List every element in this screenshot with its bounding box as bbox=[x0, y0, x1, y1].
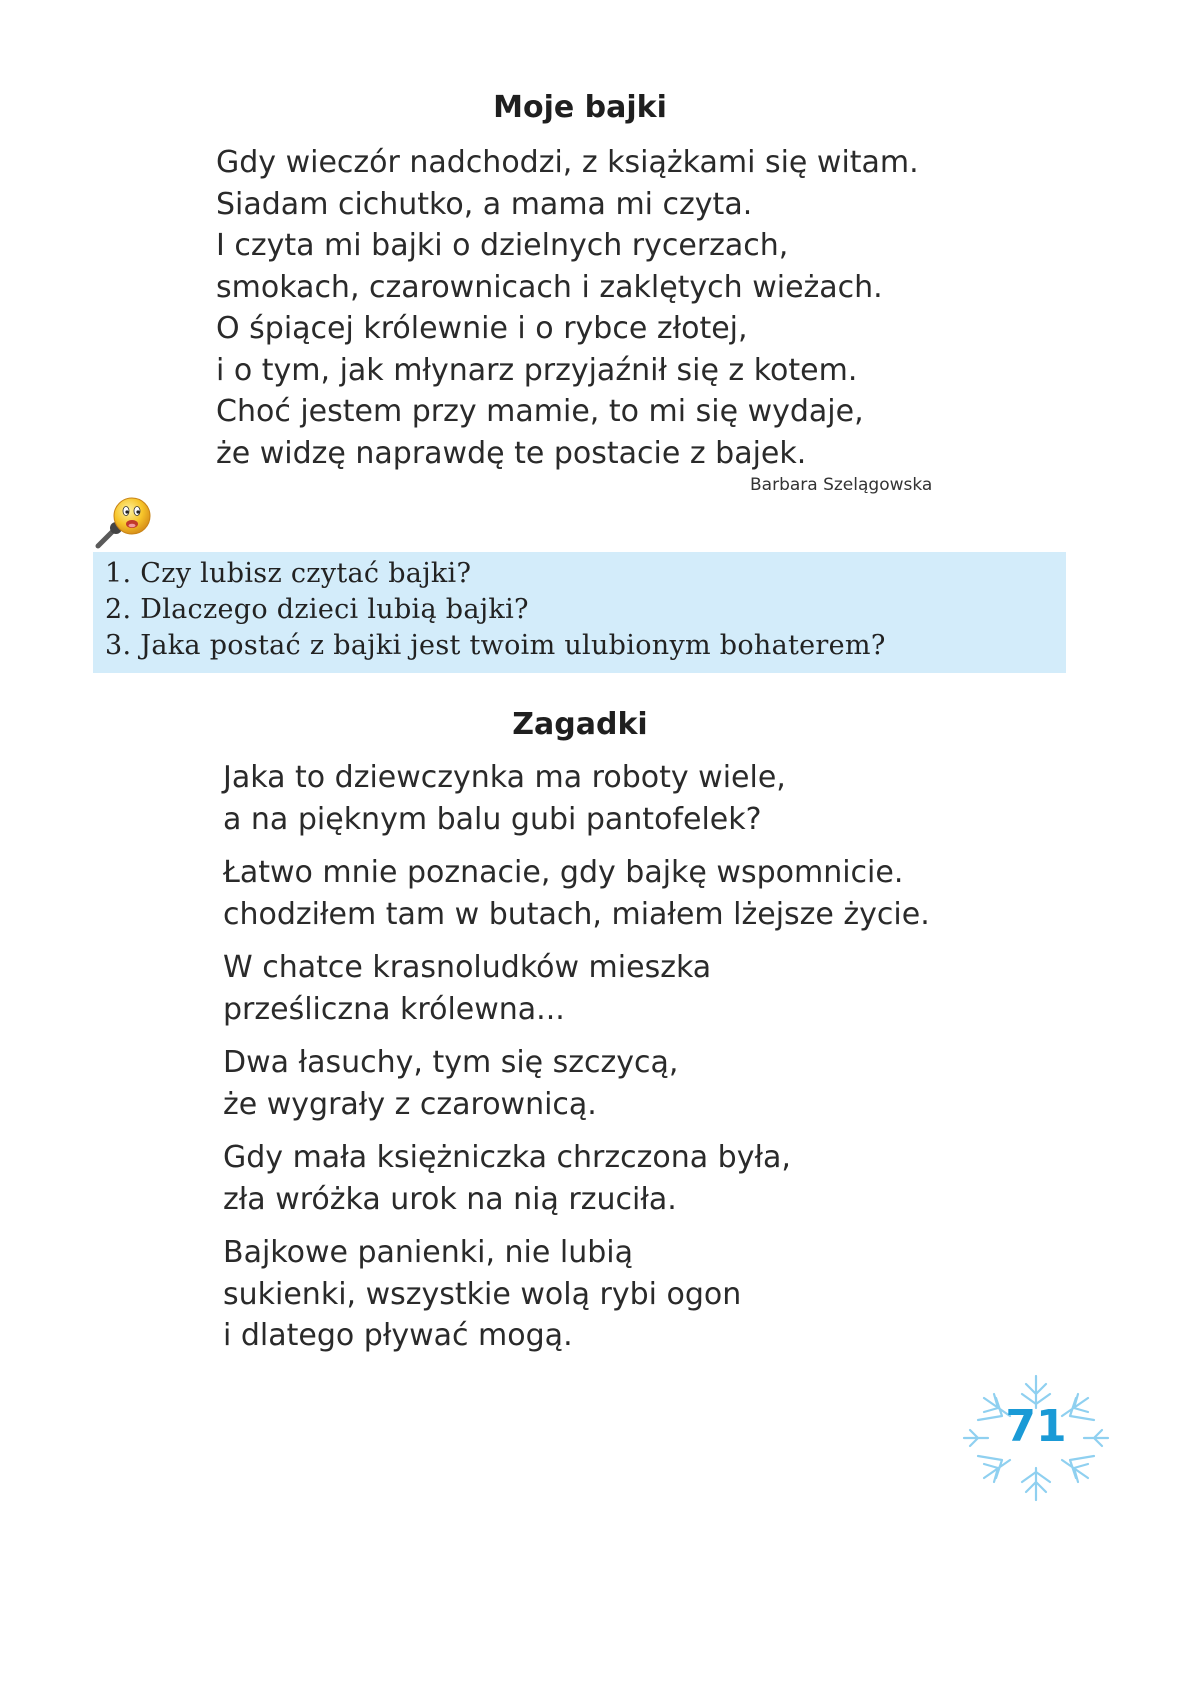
question-item: 3. Jaka postać z bajki jest twoim ulubionym bohaterem? bbox=[105, 630, 886, 661]
poem-line: O śpiącej królewnie i o rybce złotej, bbox=[216, 311, 748, 346]
riddle bbox=[223, 1232, 930, 1357]
riddle bbox=[223, 1042, 930, 1125]
riddle-line: sukienki, wszystkie wolą rybi ogon bbox=[223, 1276, 742, 1312]
question-item: 2. Dlaczego dzieci lubią bajki? bbox=[105, 594, 529, 625]
riddle bbox=[223, 757, 930, 840]
poem-line: że widzę naprawdę te postacie z bajek. bbox=[216, 435, 807, 471]
riddle bbox=[223, 947, 930, 1030]
poem-line: i o tym, jak młynarz przyjaźnił się z kotem. bbox=[216, 352, 858, 388]
poem-title: Moje bajki bbox=[493, 90, 667, 125]
riddle-line: Gdy mała księżniczka chrzczona była, bbox=[223, 1140, 791, 1175]
questions-box bbox=[93, 552, 1066, 673]
poem-line: Siadam cichutko, a mama mi czyta. bbox=[216, 186, 753, 222]
riddle-line: chodziłem tam w butach, miałem lżejsze życie. bbox=[223, 896, 930, 932]
riddle bbox=[223, 1137, 930, 1220]
poem-line: Gdy wieczór nadchodzi, z książkami się witam. bbox=[216, 145, 919, 180]
riddle-line: zła wróżka urok na nią rzuciła. bbox=[223, 1181, 677, 1217]
riddle-line: Jaka to dziewczynka ma roboty wiele, bbox=[223, 760, 786, 795]
riddle bbox=[223, 852, 930, 935]
riddle-line: Łatwo mnie poznacie, gdy bajkę wspomnicie. bbox=[223, 855, 904, 890]
riddles-list bbox=[223, 757, 930, 1369]
poem-line: I czyta mi bajki o dzielnych rycerzach, bbox=[216, 228, 789, 263]
riddle-line: Dwa łasuchy, tym się szczycą, bbox=[223, 1045, 679, 1080]
poem-text bbox=[216, 142, 919, 474]
riddle-line: a na pięknym balu gubi pantofelek? bbox=[223, 801, 762, 837]
riddle-line: prześliczna królewna... bbox=[223, 991, 565, 1027]
riddle-line: że wygrały z czarownicą. bbox=[223, 1086, 597, 1122]
page-number-badge bbox=[958, 1368, 1114, 1508]
riddle-line: Bajkowe panienki, nie lubią bbox=[223, 1235, 633, 1270]
page-number: 71 bbox=[1005, 1401, 1067, 1452]
riddle-line: W chatce krasnoludków mieszka bbox=[223, 950, 712, 985]
riddles-title: Zagadki bbox=[512, 707, 648, 742]
poem-line: Choć jestem przy mamie, to mi się wydaje, bbox=[216, 394, 864, 429]
poem-line: smokach, czarownicach i zaklętych wieżach. bbox=[216, 269, 883, 305]
question-item: 1. Czy lubisz czytać bajki? bbox=[105, 558, 472, 589]
riddle-line: i dlatego pływać mogą. bbox=[223, 1318, 573, 1353]
microphone-smiley-icon bbox=[94, 494, 154, 550]
poem-author: Barbara Szelągowska bbox=[750, 475, 933, 495]
